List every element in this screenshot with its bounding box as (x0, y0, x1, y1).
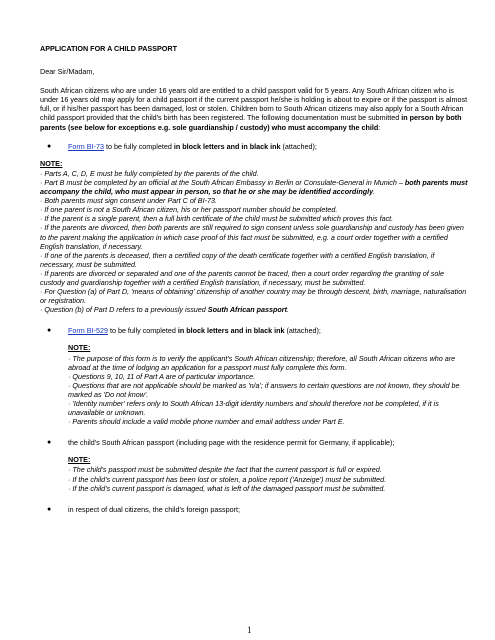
salutation: Dear Sir/Madam, (40, 67, 95, 77)
intro-text: South African citizens who are under 16 years old are entitled to a child passport valid for 5 years. Any South African citizen who is under 16 years old may apply for a child passport if the current passport he/she is holding is about to expire or if the passport is almost full, or if his/her passport has been damaged, lost or stolen. Children born to South African citizens may also apply for a South African child passport provided that the child's birth has been registered. The following documentation must be submitted (40, 86, 468, 123)
intro-end: : (378, 122, 381, 132)
note-line: · If the child's current passport has been lost or stolen, a police report ('Anzeige') must be submitted. (68, 474, 387, 484)
bullet2-text1: to be fully completed (107, 326, 178, 336)
note-line: · If one of the parents is deceased, then a certified copy of the death certificate together with a certified English translation, if necessary, must be submitted. (40, 250, 435, 269)
note-line: · Parts A, C, D, E must be fully completed by the parents of the child. (40, 168, 259, 178)
bullet4-text: in respect of dual citizens, the child's foreign passport; (68, 504, 240, 514)
list-item-form-bi529 (40, 326, 470, 335)
bullet2-bold: in block letters and in black ink (177, 326, 285, 336)
bullet-icon: ● (47, 142, 52, 150)
note-line: · The purpose of this form is to verify the applicant's South African citizenship; therefore, all South African citizens who are abroad at the time of lodging an application for a passport must fully complete this form. (68, 353, 456, 372)
note-line: · 'Identity number' refers only to South African 13-digit identity numbers and should therefore not be completed, if it is unavailable or unknown. (68, 399, 439, 418)
page-number: 1 (247, 625, 252, 635)
bullet1-text1: to be fully completed (103, 141, 174, 151)
bullet1-bold: in block letters and in black ink (173, 141, 281, 151)
note-emphasis: South African passport (207, 305, 287, 315)
note-emphasis: both parents must accompany the child, who must appear in person, so that he or she may be identified accordingly (40, 177, 468, 197)
bullet-icon: ● (47, 327, 52, 335)
bullet1-text2: (attached); (280, 141, 317, 151)
note-line: · Questions 9, 10, 11 of Part A are of particular importance. (68, 371, 256, 381)
form-bi529-link[interactable]: Form BI-529 (68, 326, 108, 336)
intro-paragraph (40, 86, 470, 131)
bullet-icon: ● (47, 505, 52, 513)
note-line: · If the parent is a single parent, then a full birth certificate of the child must be submitted which proves this fact. (40, 214, 394, 224)
form-bi73-link[interactable]: Form BI-73 (68, 141, 104, 151)
note-line: · Question (b) of Part D refers to a previously issued South African passport. (40, 305, 289, 315)
list-item-form-bi73 (40, 142, 470, 151)
note-bi73 (40, 159, 470, 315)
list-item-sa-passport (40, 438, 470, 447)
note-label: NOTE: (68, 343, 91, 353)
document-body (40, 44, 470, 522)
document-title: APPLICATION FOR A CHILD PASSPORT (40, 44, 177, 53)
note-label: NOTE: (68, 455, 91, 465)
note-line: · For Question (a) of Part D, 'means of obtaining' citizenship of another country may be through descent, birth, marriage, naturalisation or registration. (40, 287, 467, 306)
note-line: · If parents are divorced or separated and one of the parents cannot be traced, then a court order regarding the granting of sole custody and guardianship together with a certified English translation, if necessary, must be submitted. (40, 268, 444, 287)
note-line: · If the child's current passport is damaged, what is left of the damaged passport must be submitted. (68, 483, 386, 493)
bullet3-text: the child's South African passport (including page with the residence permit for Germany, if applicable); (68, 438, 395, 448)
note-line: · Both parents must sign consent under Part C of BI-73. (40, 196, 217, 206)
note-line: · Part B must be completed by an official at the South African Embassy in Berlin or Consulate-General in Munich – both parents must accompany the child, who must appear in person, so that he or she may be identified accordingly. (40, 177, 468, 197)
bullet-icon: ● (47, 439, 52, 447)
note-line: · Parents should include a valid mobile phone number and email address under Part E. (68, 417, 345, 427)
note-bi529 (40, 343, 470, 426)
note-line: · Questions that are not applicable should be marked as 'n/a'; if answers to certain questions are not known, they should be marked as 'Do not know'. (68, 380, 460, 399)
bullet2-text2: (attached); (284, 326, 321, 336)
note-label: NOTE: (40, 158, 63, 168)
intro-bold-text: in person by both parents (see below for exceptions e.g. sole guardianship / custody) who must accompany the child (40, 113, 462, 132)
note-passport (40, 455, 470, 492)
note-line: · The child's passport must be submitted despite the fact that the current passport is full or expired. (68, 465, 382, 475)
note-line: · If one parent is not a South African citizen, his or her passport number should be completed. (40, 205, 338, 215)
note-line: · If the parents are divorced, then both parents are still required to sign consent unless sole guardianship and custody has been given to the parent making the application in which case proof of this fact must be submitted, e.g. a court order together with a certified English translation, if necessary. (40, 223, 464, 251)
list-item-dual-citizens (40, 505, 470, 514)
